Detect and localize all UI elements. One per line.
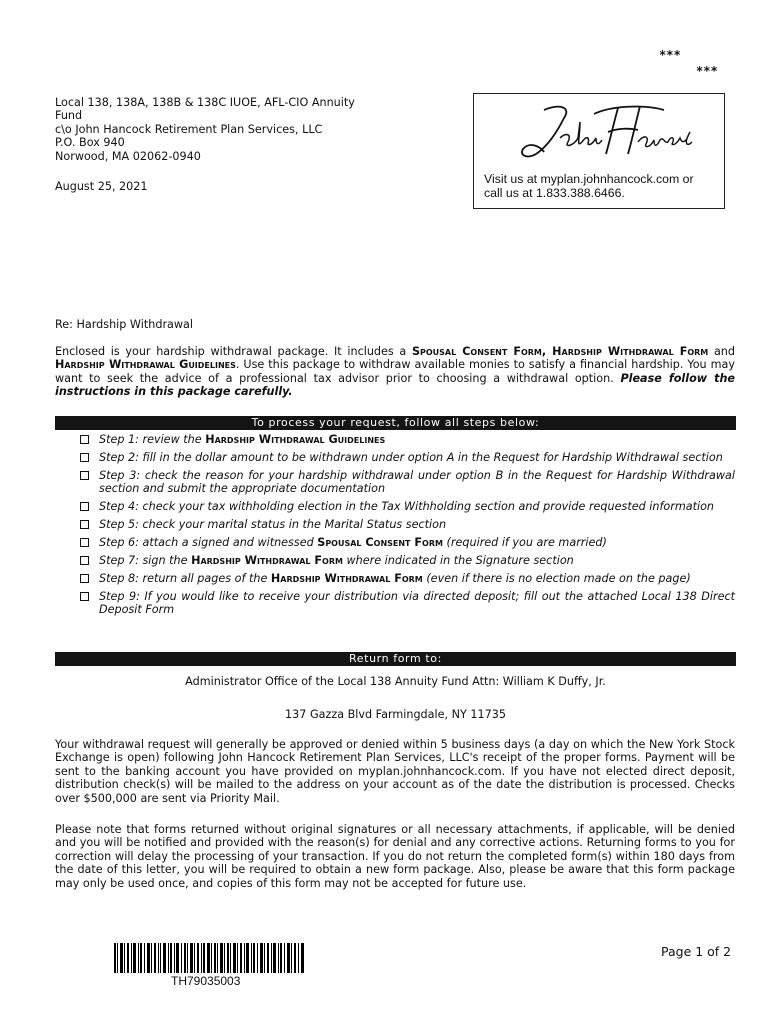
address-line: Local 138, 138A, 138B & 138C IUOE, AFL-CIO Annuity: [55, 96, 355, 109]
step-item: [80, 500, 735, 513]
step-text: where indicated in the Signature section: [342, 553, 574, 567]
checkbox-icon: [80, 453, 89, 462]
step-item: [80, 572, 735, 585]
step-item: [80, 536, 735, 549]
checkbox-icon: [80, 574, 89, 583]
subject-line: Re: Hardship Withdrawal: [55, 318, 194, 331]
intro-text: . Use this package to withdraw available monies to satisfy a financial hardship. You may want to seek the advice of a professional tax advisor prior to choosing a withdrawal option.: [55, 358, 735, 385]
intro-emphasis: Please follow the instructions in this package carefully.: [55, 371, 735, 399]
step-item: [80, 469, 735, 496]
step-text: Step 5: check your marital status in the Marital Status section: [99, 518, 447, 532]
return-header-bar: Return form to:: [55, 652, 736, 666]
step-text: (required if you are married): [442, 535, 607, 549]
checkbox-icon: [80, 471, 89, 480]
contact-line: call us at 1.833.388.6466.: [484, 186, 625, 200]
checkbox-icon: [80, 556, 89, 565]
checkbox-icon: [80, 520, 89, 529]
step-text: Step 1: review the: [99, 433, 206, 446]
step-item: [80, 433, 735, 446]
checkbox-icon: [80, 592, 89, 601]
stars-marker-2: ***: [696, 64, 718, 78]
intro-text: and: [708, 345, 735, 358]
step-text: Step 9: If you would like to receive your distribution via directed deposit; fill out the attached Local 138 Direct Deposit Form: [99, 589, 735, 617]
address-line: Fund: [55, 109, 83, 123]
barcode-icon: [114, 943, 304, 973]
intro-text: Enclosed is your hardship withdrawal package. It includes a: [55, 345, 412, 358]
notice-paragraph: Please note that forms returned without original signatures or all necessary attachments, if applicable, will be denied and you will be notified and provided with the reason(s) for denial and any corrective actions. Returning forms to you for correction will delay the processing of your transaction. If you do not return the completed form(s) within 180 days from the date of this letter, you will be required to obtain a new form package. Also, please be aware that this form package may only be used once, and copies of this form may not be accepted for future use.: [55, 823, 735, 890]
john-hancock-signature-logo: [514, 102, 694, 164]
step-text: Step 3: check the reason for your hardship withdrawal under option B in the Request for Hardship Withdrawal section and submit the appropriate documentation: [99, 468, 735, 496]
form-name: Spousal Consent Form, Hardship Withdrawal Form: [411, 345, 709, 358]
form-name: Hardship Withdrawal Guidelines: [55, 358, 236, 372]
form-name: Hardship Withdrawal Form: [270, 571, 423, 585]
processing-paragraph: Your withdrawal request will generally be approved or denied within 5 business days (a day on which the New York Stock Exchange is open) following John Hancock Retirement Plan Services, LLC's receipt of the proper forms. Payment will be sent to the banking account you have provided on myplan.johnhancock.com. If you have not elected direct deposit, distribution check(s) will be mailed to the address on your account as of the date the distribution is processed. Checks over $500,000 are sent via Priority Mail.: [55, 738, 735, 805]
step-text: Step 8: return all pages of the: [99, 571, 271, 585]
contact-info: [484, 172, 694, 200]
step-item: [80, 518, 735, 531]
return-address-line: 137 Gazza Blvd Farmingdale, NY 11735: [285, 708, 506, 721]
step-text: Step 4: check your tax withholding election in the Tax Withholding section and provide requested information: [99, 500, 715, 514]
address-line: c\o John Hancock Retirement Plan Services, LLC: [55, 122, 323, 136]
intro-paragraph: [55, 345, 735, 399]
contact-line: Visit us at myplan.johnhancock.com or: [484, 172, 694, 186]
step-text: Step 2: fill in the dollar amount to be withdrawn under option A in the Request for Hardship Withdrawal section: [99, 450, 723, 464]
form-name: Spousal Consent Form: [317, 535, 443, 549]
step-text: (even if there is no election made on the page): [422, 571, 691, 585]
steps-list: [80, 433, 735, 621]
return-address: [55, 96, 355, 163]
logo-box: [473, 93, 725, 209]
checkbox-icon: [80, 538, 89, 547]
return-recipient: Administrator Office of the Local 138 Annuity Fund Attn: William K Duffy, Jr.: [185, 675, 606, 688]
form-name: Hardship Withdrawal Guidelines: [205, 433, 386, 446]
checkbox-icon: [80, 502, 89, 511]
step-text: Step 7: sign the: [99, 553, 192, 567]
letter-date: August 25, 2021: [55, 180, 148, 193]
address-line: P.O. Box 940: [55, 136, 125, 150]
barcode-number: TH79035003: [171, 974, 241, 988]
step-item: [80, 590, 735, 617]
steps-header-bar: To process your request, follow all steps below:: [55, 416, 736, 430]
step-text: Step 6: attach a signed and witnessed: [99, 535, 318, 549]
page-number: Page 1 of 2: [661, 944, 732, 959]
step-item: [80, 451, 735, 464]
stars-marker-1: ***: [659, 48, 681, 62]
form-name: Hardship Withdrawal Form: [191, 553, 343, 567]
checkbox-icon: [80, 435, 89, 444]
address-line: Norwood, MA 02062-0940: [55, 149, 201, 163]
step-item: [80, 554, 735, 567]
